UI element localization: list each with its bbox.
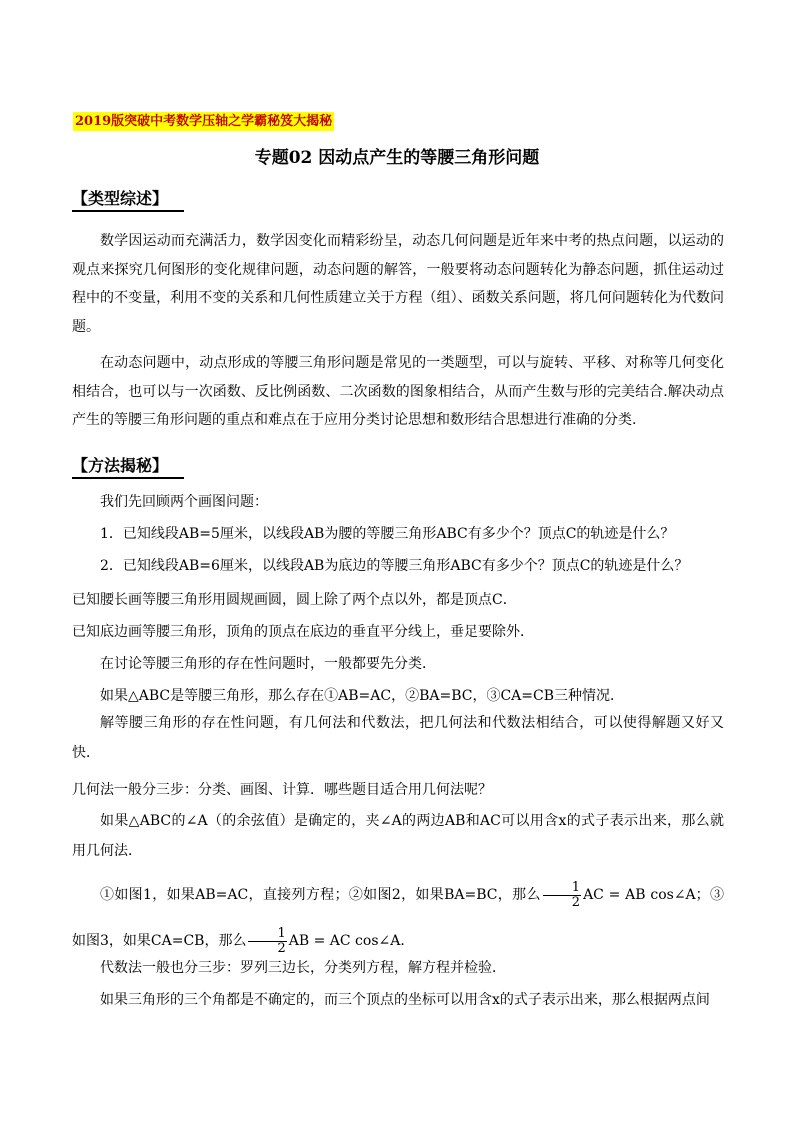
method-line-6: 在讨论等腰三角形的存在性问题时，一般都要先分类．	[100, 656, 436, 672]
formula-text-2: AC = AB cos∠A；③如图3，如果CA=CB，那么	[72, 887, 724, 949]
series-banner: 2019版突破中考数学压轴之学霸秘笈大揭秘	[75, 114, 333, 129]
method-line-2: 1．已知线段AB=5厘米，以线段AB为腰的等腰三角形ABC有多少个？顶点C的轨迹是什么？	[100, 526, 675, 542]
formula-text-1: ①如图1，如果AB=AC，直接列方程；②如图2，如果BA=BC，那么	[100, 887, 541, 903]
method-line-9: 几何法一般分三步：分类、画图、计算．哪些题目适合用几何法呢？	[72, 782, 492, 798]
method-line-7: 如果△ABC是等腰三角形，那么存在①AB=AC，②BA=BC，③CA=CB三种情况．	[100, 688, 625, 704]
section-heading-method: 【方法揭秘】	[72, 455, 184, 479]
formula-text-3: AB = AC cos∠A．	[288, 933, 415, 949]
method-line-12: 代数法一般也分三步：罗列三边长，分类列方程，解方程并检验．	[100, 960, 506, 976]
method-paragraph-11	[72, 872, 724, 964]
paragraph-overview-1: 数学因运动而充满活力，数学因变化而精彩纷呈，动态几何问题是近年来中考的热点问题，以运动的观点来探究几何图形的变化规律问题，动态问题的解答，一般要将动态问题转化为静态问题，抓住运动过程中的不变量，利用不变的关系和几何性质建立关于方程（组）、函数关系问题，将几何问题转化为代数问题。	[72, 233, 724, 335]
method-line-13: 如果三角形的三个角都是不确定的，而三个顶点的坐标可以用含x的式子表示出来，那么根据两点间	[100, 992, 710, 1008]
method-line-1: 我们先回顾两个画图问题：	[100, 494, 268, 510]
paragraph-overview-2: 在动态问题中，动点形成的等腰三角形问题是常见的一类题型，可以与旋转、平移、对称等几何变化相结合，也可以与一次函数、反比例函数、二次函数的图象相结合，从而产生数与形的完美结合.解决动点产生的等腰三角形问题的重点和难点在于应用分类讨论思想和数形结合思想进行准确的分类.	[72, 355, 724, 428]
method-line-3: 2．已知线段AB=6厘米，以线段AB为底边的等腰三角形ABC有多少个？顶点C的轨迹是什么？	[100, 558, 689, 574]
method-paragraph-10: 如果△ABC的∠A（的余弦值）是确定的，夹∠A的两边AB和AC可以用含x的式子表示出来，那么就用几何法．	[72, 813, 724, 859]
fraction-half-2: $\frac{1}{2}$	[248, 927, 286, 956]
section-heading-overview: 【类型综述】	[72, 188, 184, 212]
page-title: 专题02 因动点产生的等腰三角形问题	[254, 148, 540, 168]
method-line-5: 已知底边画等腰三角形，顶角的顶点在底边的垂直平分线上，垂足要除外．	[72, 624, 534, 640]
fraction-half-1: $\frac{1}{2}$	[543, 881, 581, 910]
method-paragraph-8: 解等腰三角形的存在性问题，有几何法和代数法，把几何法和代数法相结合，可以使得解题又好又快．	[72, 715, 724, 761]
method-line-4: 已知腰长画等腰三角形用圆规画圆，圆上除了两个点以外，都是顶点C．	[72, 592, 517, 608]
